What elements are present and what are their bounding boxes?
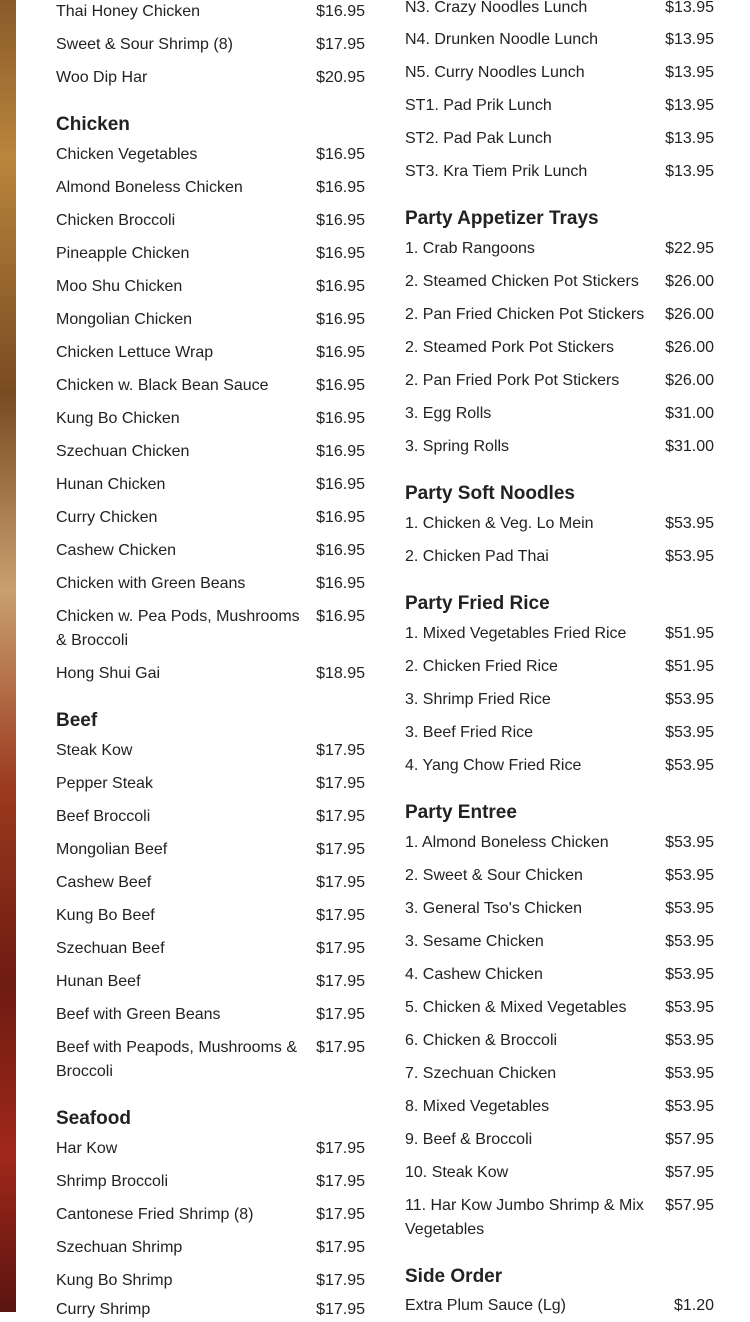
item-price: $17.95 — [316, 1206, 365, 1223]
item-name: Almond Boneless Chicken — [56, 179, 243, 196]
item-name: Extra Plum Sauce (Lg) — [405, 1297, 566, 1314]
item-price: $26.00 — [665, 372, 714, 389]
item-price: $17.95 — [316, 940, 365, 957]
section-heading-beef: Beef — [56, 710, 98, 731]
item-price: $17.95 — [316, 1006, 365, 1023]
item-price: $17.95 — [316, 1140, 365, 1157]
item-price: $16.95 — [316, 3, 365, 20]
item-name: Chicken Lettuce Wrap — [56, 344, 214, 361]
item-name: Chicken Vegetables — [56, 146, 198, 163]
item-price: $53.95 — [665, 999, 714, 1016]
item-name: 2. Steamed Chicken Pot Stickers — [405, 273, 639, 290]
menu-item[interactable] — [56, 374, 365, 398]
item-name: 1. Chicken & Veg. Lo Mein — [405, 515, 594, 532]
item-name: 3. Shrimp Fried Rice — [405, 691, 551, 708]
item-price: $17.95 — [316, 1039, 365, 1056]
menu-item[interactable] — [405, 963, 714, 987]
item-name: 3. Egg Rolls — [405, 405, 492, 422]
menu-item[interactable] — [56, 275, 365, 299]
item-name: ST2. Pad Pak Lunch — [405, 130, 552, 147]
item-name: Har Kow — [56, 1140, 118, 1157]
item-name: 4. Yang Chow Fried Rice — [405, 757, 582, 774]
item-price: $51.95 — [665, 625, 714, 642]
item-price: $16.95 — [316, 509, 365, 526]
menu-item[interactable] — [405, 996, 714, 1020]
item-price: $31.00 — [665, 405, 714, 422]
item-name: Hong Shui Gai — [56, 665, 161, 682]
item-price: $16.95 — [316, 542, 365, 559]
item-name: Szechuan Chicken — [56, 443, 190, 460]
item-price: $17.95 — [316, 1272, 365, 1289]
item-name: ST3. Kra Tiem Prik Lunch — [405, 163, 588, 180]
menu-item[interactable] — [56, 772, 365, 796]
item-name: 2. Chicken Pad Thai — [405, 548, 549, 565]
menu-item[interactable] — [405, 545, 714, 569]
menu-item[interactable] — [56, 1236, 365, 1260]
menu-item[interactable] — [405, 435, 714, 459]
menu-item[interactable] — [56, 1269, 365, 1293]
item-price: $17.95 — [316, 1239, 365, 1256]
item-name: Curry Chicken — [56, 509, 158, 526]
menu-item[interactable] — [56, 1036, 365, 1084]
item-price: $13.95 — [665, 31, 714, 48]
menu-item[interactable] — [56, 242, 365, 266]
item-name: 10. Steak Kow — [405, 1164, 509, 1181]
menu-item[interactable] — [56, 473, 365, 497]
item-name: Hunan Chicken — [56, 476, 166, 493]
item-price: $13.95 — [665, 64, 714, 81]
item-name: 9. Beef & Broccoli — [405, 1131, 533, 1148]
item-price: $17.95 — [316, 775, 365, 792]
menu-item[interactable] — [405, 1128, 714, 1152]
item-price: $53.95 — [665, 933, 714, 950]
menu-item[interactable] — [56, 1137, 365, 1161]
item-price: $53.95 — [665, 724, 714, 741]
item-name: Cashew Chicken — [56, 542, 177, 559]
item-price: $17.95 — [316, 1173, 365, 1190]
section-heading-party-fried-rice: Party Fried Rice — [405, 593, 550, 614]
item-name: 8. Mixed Vegetables — [405, 1098, 550, 1115]
menu-item[interactable] — [56, 1003, 365, 1027]
item-name: Chicken w. Pea Pods, Mushrooms & Broccoli — [56, 608, 300, 649]
item-name: ST1. Pad Prik Lunch — [405, 97, 552, 114]
item-price: $53.95 — [665, 1065, 714, 1082]
item-price: $57.95 — [665, 1197, 714, 1214]
menu-item[interactable] — [56, 33, 365, 57]
item-name: Szechuan Beef — [56, 940, 165, 957]
menu-item[interactable] — [405, 622, 714, 646]
item-name: 2. Sweet & Sour Chicken — [405, 867, 583, 884]
menu-item[interactable] — [56, 308, 365, 332]
item-price: $1.20 — [673, 1297, 714, 1314]
item-name: 2. Pan Fried Pork Pot Stickers — [405, 372, 620, 389]
item-name: Shrimp Broccoli — [56, 1173, 169, 1190]
item-name: N3. Crazy Noodles Lunch — [405, 0, 588, 16]
menu-item[interactable] — [405, 94, 714, 118]
item-name: Beef Broccoli — [56, 808, 151, 825]
menu-item[interactable] — [405, 28, 714, 52]
menu-item[interactable] — [405, 1029, 714, 1053]
item-price: $26.00 — [665, 339, 714, 356]
item-price: $57.95 — [665, 1164, 714, 1181]
background-photo-strip — [0, 0, 16, 1312]
item-name: 6. Chicken & Broccoli — [405, 1032, 558, 1049]
item-name: Cantonese Fried Shrimp (8) — [56, 1206, 254, 1223]
menu-item[interactable] — [405, 127, 714, 151]
section-heading-party-soft-noodles: Party Soft Noodles — [405, 483, 575, 504]
item-price: $53.95 — [665, 691, 714, 708]
menu-item[interactable] — [405, 1194, 714, 1242]
item-name: Mongolian Chicken — [56, 311, 193, 328]
menu-item[interactable] — [56, 605, 365, 653]
menu-item[interactable] — [405, 237, 714, 261]
menu-item[interactable] — [405, 270, 714, 294]
item-price: $17.95 — [316, 808, 365, 825]
menu-item[interactable] — [405, 1161, 714, 1185]
menu-item[interactable] — [56, 0, 365, 24]
item-price: $31.00 — [665, 438, 714, 455]
item-price: $16.95 — [316, 575, 365, 592]
item-price: $17.95 — [316, 742, 365, 759]
item-price: $53.95 — [665, 515, 714, 532]
menu-item[interactable] — [405, 0, 714, 20]
item-name: 2. Chicken Fried Rice — [405, 658, 558, 675]
item-name: Kung Bo Chicken — [56, 410, 180, 427]
menu-item[interactable] — [405, 897, 714, 921]
menu-item[interactable] — [405, 721, 714, 745]
item-name: 2. Steamed Pork Pot Stickers — [405, 339, 614, 356]
item-price: $57.95 — [665, 1131, 714, 1148]
menu-item[interactable] — [56, 440, 365, 464]
item-name: 4. Cashew Chicken — [405, 966, 543, 983]
item-name: Chicken with Green Beans — [56, 575, 246, 592]
item-name: 7. Szechuan Chicken — [405, 1065, 557, 1082]
item-price: $26.00 — [665, 306, 714, 323]
menu-item[interactable] — [56, 1170, 365, 1194]
menu-item[interactable] — [56, 739, 365, 763]
item-price: $53.95 — [665, 867, 714, 884]
item-price: $16.95 — [316, 278, 365, 295]
menu-item[interactable] — [56, 805, 365, 829]
menu-item[interactable] — [56, 838, 365, 862]
menu-item[interactable] — [56, 572, 365, 596]
item-price: $16.95 — [316, 146, 365, 163]
item-price: $22.95 — [665, 240, 714, 257]
item-price: $53.95 — [665, 548, 714, 565]
menu-item[interactable] — [405, 402, 714, 426]
item-price: $51.95 — [665, 658, 714, 675]
menu-item[interactable] — [56, 539, 365, 563]
menu-item[interactable] — [56, 407, 365, 431]
menu-item[interactable] — [405, 160, 714, 184]
item-name: Sweet & Sour Shrimp (8) — [56, 36, 233, 53]
menu-item[interactable] — [405, 303, 714, 327]
item-price: $53.95 — [665, 900, 714, 917]
menu-item[interactable] — [56, 1298, 365, 1322]
item-price: $16.95 — [316, 344, 365, 361]
item-price: $13.95 — [665, 163, 714, 180]
item-price: $53.95 — [665, 834, 714, 851]
menu-item[interactable] — [56, 209, 365, 233]
item-name: 1. Almond Boneless Chicken — [405, 834, 609, 851]
menu-item[interactable] — [405, 655, 714, 679]
section-heading-party-entree: Party Entree — [405, 802, 517, 823]
section-heading-seafood: Seafood — [56, 1108, 131, 1129]
item-name: Chicken w. Black Bean Sauce — [56, 377, 269, 394]
item-name: Steak Kow — [56, 742, 133, 759]
item-name: Kung Bo Beef — [56, 907, 155, 924]
menu-item[interactable] — [405, 688, 714, 712]
item-price: $20.95 — [316, 69, 365, 86]
item-name: 1. Mixed Vegetables Fried Rice — [405, 625, 627, 642]
menu-item[interactable] — [405, 1095, 714, 1119]
item-name: Kung Bo Shrimp — [56, 1272, 173, 1289]
item-price: $17.95 — [316, 1301, 365, 1318]
section-heading-party-appetizer-trays: Party Appetizer Trays — [405, 208, 599, 229]
item-price: $16.95 — [316, 212, 365, 229]
item-price: $13.95 — [665, 97, 714, 114]
menu-item[interactable] — [56, 871, 365, 895]
menu-item[interactable] — [56, 506, 365, 530]
item-price: $53.95 — [665, 1032, 714, 1049]
menu-item[interactable] — [405, 1062, 714, 1086]
item-name: Beef with Peapods, Mushrooms & Broccoli — [56, 1039, 298, 1080]
item-name: 1. Crab Rangoons — [405, 240, 535, 257]
item-price: $13.95 — [665, 0, 714, 16]
item-price: $16.95 — [316, 377, 365, 394]
menu-item[interactable] — [56, 341, 365, 365]
item-name: Hunan Beef — [56, 973, 141, 990]
item-price: $17.95 — [316, 973, 365, 990]
item-price: $17.95 — [316, 874, 365, 891]
item-price: $16.95 — [316, 443, 365, 460]
section-heading-side-order: Side Order — [405, 1266, 503, 1287]
item-name: Pepper Steak — [56, 775, 153, 792]
item-price: $16.95 — [316, 245, 365, 262]
item-name: Beef with Green Beans — [56, 1006, 221, 1023]
item-price: $16.95 — [316, 476, 365, 493]
item-price: $17.95 — [316, 841, 365, 858]
menu-item[interactable] — [56, 937, 365, 961]
item-name: N4. Drunken Noodle Lunch — [405, 31, 599, 48]
item-price: $26.00 — [665, 273, 714, 290]
menu-item[interactable] — [405, 369, 714, 393]
item-name: 3. Spring Rolls — [405, 438, 510, 455]
item-name: Mongolian Beef — [56, 841, 168, 858]
item-name: 11. Har Kow Jumbo Shrimp & Mix Vegetables — [405, 1197, 644, 1238]
menu-item[interactable] — [56, 176, 365, 200]
item-name: Pineapple Chicken — [56, 245, 190, 262]
item-name: 2. Pan Fried Chicken Pot Stickers — [405, 306, 645, 323]
item-price: $17.95 — [316, 36, 365, 53]
item-name: Szechuan Shrimp — [56, 1239, 183, 1256]
menu-item[interactable] — [56, 970, 365, 994]
item-name: Chicken Broccoli — [56, 212, 176, 229]
item-price: $17.95 — [316, 907, 365, 924]
item-price: $53.95 — [665, 1098, 714, 1115]
item-name: 3. Beef Fried Rice — [405, 724, 534, 741]
item-name: Moo Shu Chicken — [56, 278, 183, 295]
item-price: $16.95 — [316, 311, 365, 328]
item-name: Woo Dip Har — [56, 69, 148, 86]
menu-item[interactable] — [405, 1294, 714, 1318]
section-heading-chicken: Chicken — [56, 114, 130, 135]
item-price: $16.95 — [316, 410, 365, 427]
menu-item[interactable] — [56, 662, 365, 686]
item-price: $13.95 — [665, 130, 714, 147]
item-price: $18.95 — [316, 665, 365, 682]
menu-item[interactable] — [56, 904, 365, 928]
item-name: Curry Shrimp — [56, 1301, 151, 1318]
menu-item[interactable] — [56, 66, 365, 90]
item-price: $53.95 — [665, 757, 714, 774]
menu-item[interactable] — [405, 61, 714, 85]
item-name: 3. Sesame Chicken — [405, 933, 544, 950]
item-price: $16.95 — [316, 608, 365, 625]
menu-item[interactable] — [405, 336, 714, 360]
menu-item[interactable] — [405, 864, 714, 888]
item-name: 3. General Tso's Chicken — [405, 900, 583, 917]
item-name: N5. Curry Noodles Lunch — [405, 64, 585, 81]
menu-item[interactable] — [405, 512, 714, 536]
menu-item[interactable] — [405, 831, 714, 855]
item-name: Cashew Beef — [56, 874, 152, 891]
item-price: $53.95 — [665, 966, 714, 983]
item-name: Thai Honey Chicken — [56, 3, 201, 20]
item-price: $16.95 — [316, 179, 365, 196]
menu-item[interactable] — [56, 1203, 365, 1227]
item-name: 5. Chicken & Mixed Vegetables — [405, 999, 627, 1016]
menu-item[interactable] — [405, 754, 714, 778]
menu-item[interactable] — [56, 143, 365, 167]
menu-item[interactable] — [405, 930, 714, 954]
